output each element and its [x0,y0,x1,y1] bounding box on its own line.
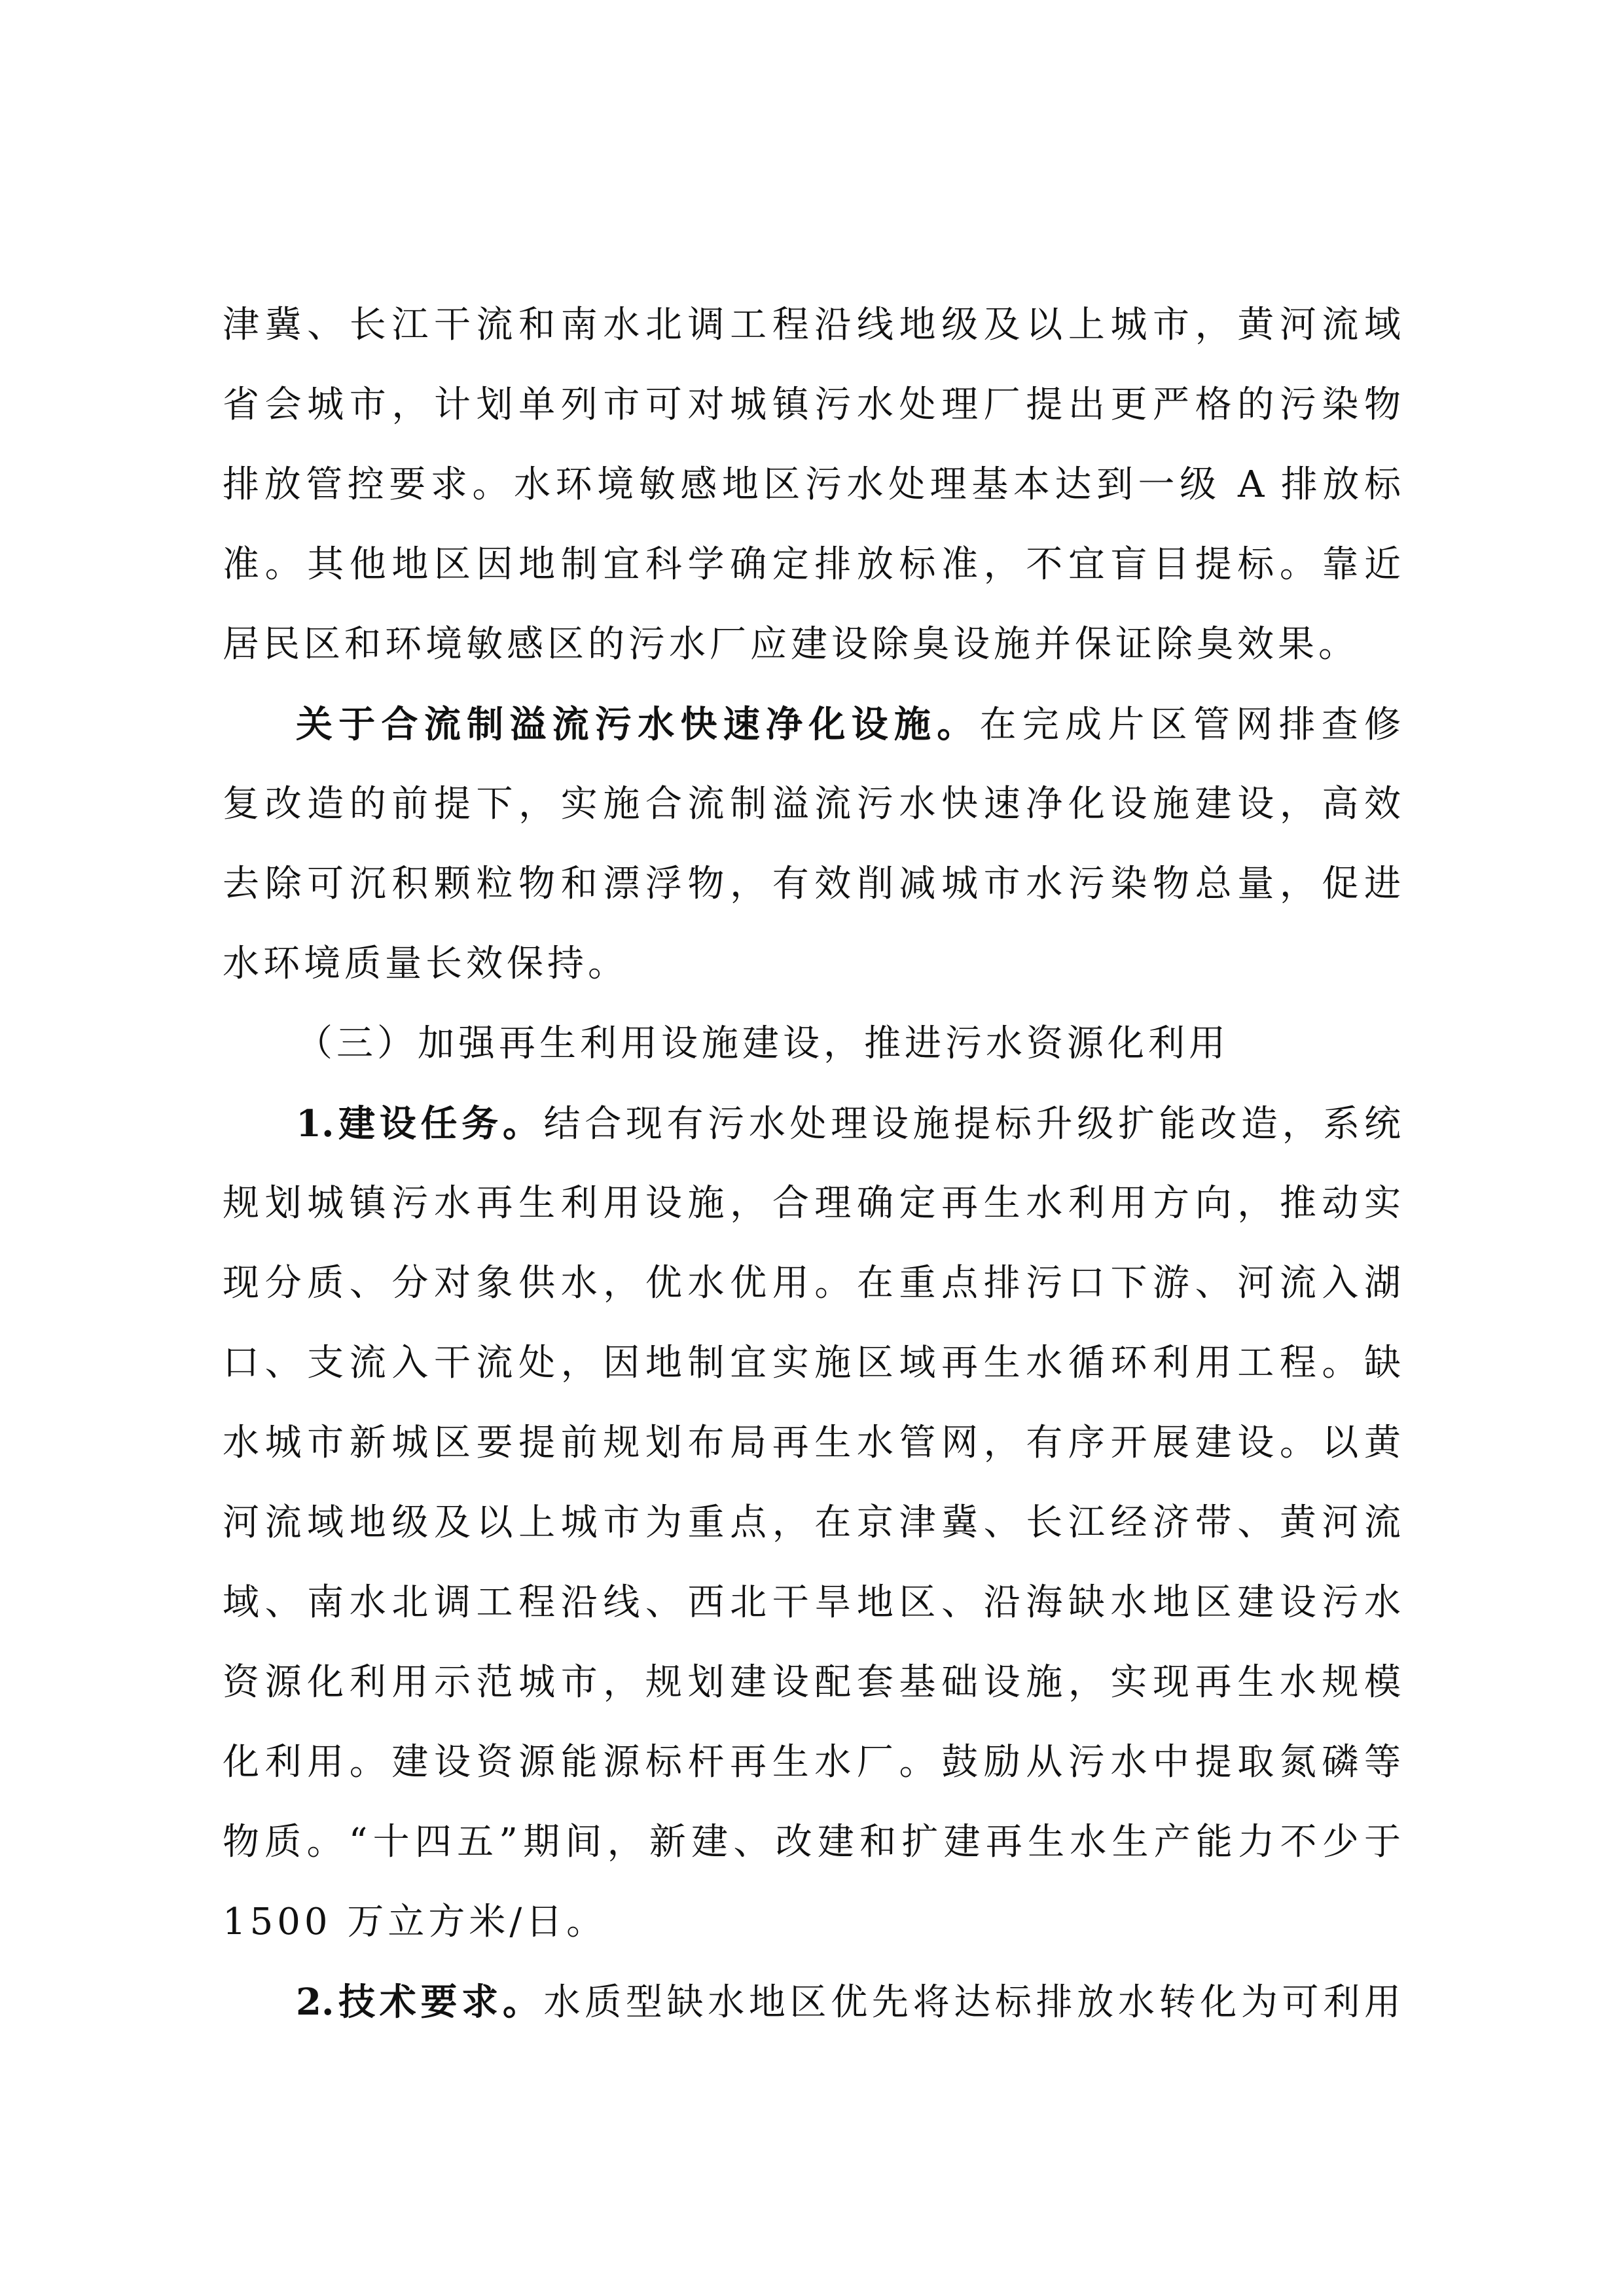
body-text-line: 物质。“十四五”期间，新建、改建和扩建再生水生产能力不少于 [223,1821,1401,1863]
body-text-line: 排放管控要求。水环境敏感地区污水处理基本达到一级 A 排放标 [223,463,1401,506]
paragraph-first-line [296,1979,1401,2026]
body-text-line: 1500 万立方米/日。 [223,1901,607,1943]
paragraph-heading: 2.技术要求。 [296,1981,544,2024]
body-text-line: 复改造的前提下，实施合流制溢流污水快速净化设施建设，高效 [223,783,1401,825]
paragraph-heading: 1.建设任务。 [296,1102,544,1145]
body-text-line: 津冀、长江干流和南水北调工程沿线地级及以上城市，黄河流域 [223,304,1401,346]
body-text-line: 去除可沉积颗粒物和漂浮物，有效削减城市水污染物总量，促进 [223,863,1401,905]
body-text-line: 资源化利用示范城市，规划建设配套基础设施，实现再生水规模 [223,1661,1401,1704]
body-text-line: 规划城镇污水再生利用设施，合理确定再生水利用方向，推动实 [223,1182,1401,1225]
body-text-line: 化利用。建设资源能源标杆再生水厂。鼓励从污水中提取氮磷等 [223,1741,1401,1784]
body-text-line: 河流域地级及以上城市为重点，在京津冀、长江经济带、黄河流 [223,1501,1401,1544]
body-text-line: 水环境质量长效保持。 [223,942,628,985]
paragraph-first-line [296,1101,1401,1147]
body-text-line: 准。其他地区因地制宜科学确定排放标准，不宜盲目提标。靠近 [223,543,1401,586]
body-text-line: 域、南水北调工程沿线、西北干旱地区、沿海缺水地区建设污水 [223,1581,1401,1624]
body-text: 在完成片区管网排查修 [979,704,1401,746]
body-text-line: 居民区和环境敏感区的污水厂应建设除臭设施并保证除臭效果。 [223,623,1359,666]
body-text-line: 省会城市，计划单列市可对城镇污水处理厂提出更严格的污染物 [223,384,1401,426]
paragraph-heading: 关于合流制溢流污水快速净化设施。 [296,703,980,746]
section-title: （三）加强再生利用设施建设，推进污水资源化利用 [296,1022,1229,1065]
body-text-line: 水城市新城区要提前规划布局再生水管网，有序开展建设。以黄 [223,1422,1401,1464]
body-text: 结合现有污水处理设施提标升级扩能改造，系统 [543,1103,1401,1145]
paragraph-first-line [296,702,1401,748]
body-text-line: 现分质、分对象供水，优水优用。在重点排污口下游、河流入湖 [223,1262,1401,1304]
body-text: 水质型缺水地区优先将达标排放水转化为可利用 [543,1981,1401,2024]
body-text-line: 口、支流入干流处，因地制宜实施区域再生水循环利用工程。缺 [223,1342,1401,1384]
